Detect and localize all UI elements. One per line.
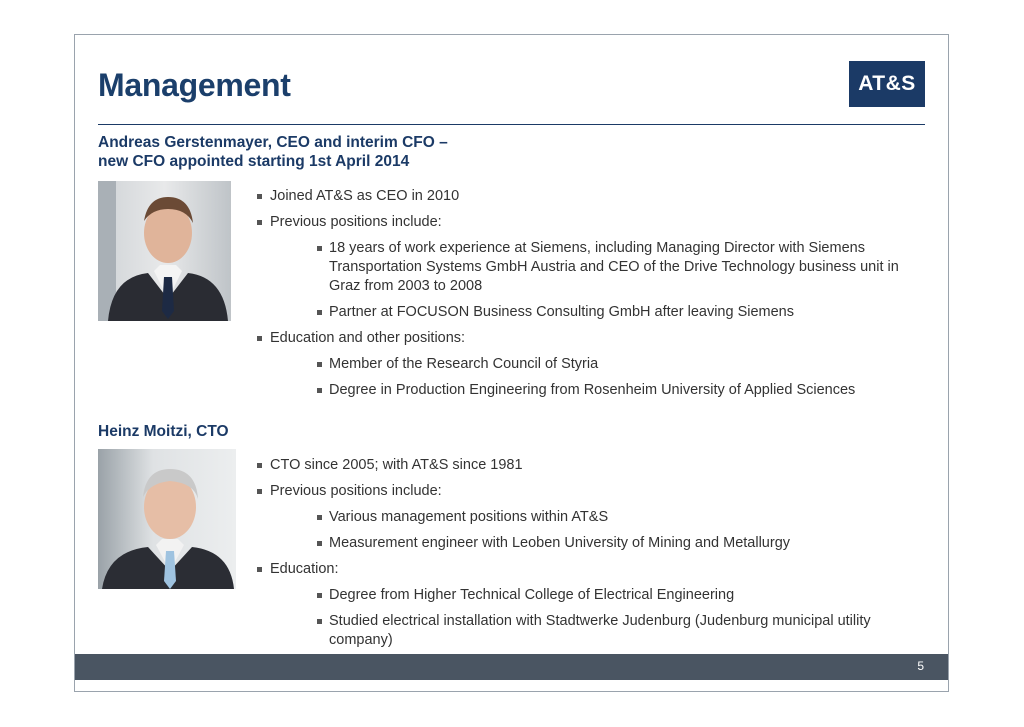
company-logo: AT&S <box>849 61 925 107</box>
ceo-portrait-photo <box>98 181 231 321</box>
sub-list-item <box>315 355 915 374</box>
bullet-text: Previous positions include: <box>270 483 442 499</box>
portrait-icon <box>98 449 236 589</box>
cto-bullet-list <box>255 456 915 657</box>
bullet-text: 18 years of work experience at Siemens, including Managing Director with Siemens Transportation Systems GmbH Austria and CEO of the Drive Technology business unit in Graz from 2003 to 2008 <box>329 240 899 294</box>
person-heading-line1: Heinz Moitzi, CTO <box>98 423 229 440</box>
bullet-text: CTO since 2005; with AT&S since 1981 <box>270 457 523 473</box>
portrait-icon <box>98 181 231 321</box>
title-divider <box>98 124 925 125</box>
list-item <box>255 482 915 553</box>
sub-list-item <box>315 612 915 650</box>
bullet-text: Various management positions within AT&S <box>329 509 609 525</box>
list-item <box>255 456 915 475</box>
list-item <box>255 187 915 206</box>
person-heading-line2: new CFO appointed starting 1st April 2014 <box>98 153 410 170</box>
bullet-text: Education: <box>270 561 339 577</box>
page-title: Management <box>98 67 291 103</box>
person-heading-cto <box>98 422 229 441</box>
bullet-text: Education and other positions: <box>270 330 466 346</box>
bullet-text: Previous positions include: <box>270 214 442 230</box>
sub-list-item <box>315 534 915 553</box>
list-item <box>255 560 915 650</box>
sub-list-item <box>315 508 915 527</box>
footer-bar <box>75 654 948 680</box>
sub-list-item <box>315 586 915 605</box>
bullet-text: Degree from Higher Technical College of Electrical Engineering <box>329 587 735 603</box>
sub-list-item <box>315 239 915 296</box>
bullet-text: Measurement engineer with Leoben University of Mining and Metallurgy <box>329 535 791 551</box>
list-item <box>255 329 915 400</box>
bullet-text: Studied electrical installation with Stadtwerke Judenburg (Judenburg municipal utility company) <box>329 613 871 648</box>
bullet-text: Degree in Production Engineering from Rosenheim University of Applied Sciences <box>329 382 856 398</box>
cto-portrait-photo <box>98 449 236 589</box>
bullet-text: Member of the Research Council of Styria <box>329 356 599 372</box>
bullet-text: Partner at FOCUSON Business Consulting GmbH after leaving Siemens <box>329 304 794 320</box>
list-item <box>255 213 915 322</box>
page-number: 5 <box>917 659 924 673</box>
bullet-text: Joined AT&S as CEO in 2010 <box>270 188 460 204</box>
sub-list-item <box>315 303 915 322</box>
ceo-bullet-list <box>255 187 915 407</box>
person-heading-ceo <box>98 133 448 171</box>
sub-list-item <box>315 381 915 400</box>
person-heading-line1: Andreas Gerstenmayer, CEO and interim CFO – <box>98 134 448 151</box>
slide <box>74 34 949 692</box>
